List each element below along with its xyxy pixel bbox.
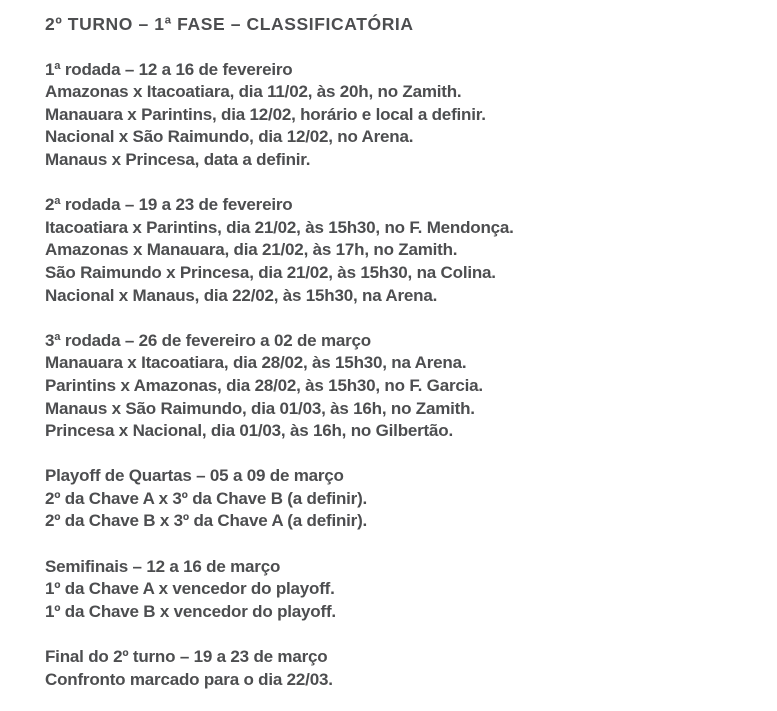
section-heading: Final do 2º turno – 19 a 23 de março (45, 647, 328, 667)
match-line: Nacional x Manaus, dia 22/02, às 15h30, na Arena. (45, 285, 438, 305)
match-line: 1º da Chave A x vencedor do playoff. (45, 579, 335, 599)
match-line: Itacoatiara x Parintins, dia 21/02, às 15h30, no F. Mendonça. (45, 217, 514, 237)
section-heading: 1ª rodada – 12 a 16 de fevereiro (45, 59, 293, 79)
match-line: Manauara x Itacoatiara, dia 28/02, às 15h30, na Arena. (45, 353, 467, 373)
section-round-2 (45, 194, 747, 307)
section-heading: 2ª rodada – 19 a 23 de fevereiro (45, 195, 293, 215)
match-line: Manaus x São Raimundo, dia 01/03, às 16h, no Zamith. (45, 398, 475, 418)
match-line: 2º da Chave B x 3º da Chave A (a definir). (45, 511, 368, 531)
section-heading: Playoff de Quartas – 05 a 09 de março (45, 466, 344, 486)
section-semifinais (45, 556, 747, 624)
section-round-1 (45, 59, 747, 172)
match-line: Manauara x Parintins, dia 12/02, horário e local a definir. (45, 104, 486, 124)
match-line: Confronto marcado para o dia 22/03. (45, 669, 333, 689)
section-heading: Semifinais – 12 a 16 de março (45, 556, 281, 576)
match-line: 1º da Chave B x vencedor do playoff. (45, 601, 336, 621)
match-line: São Raimundo x Princesa, dia 21/02, às 15h30, na Colina. (45, 262, 496, 282)
match-line: 2º da Chave A x 3º da Chave B (a definir). (45, 488, 368, 508)
match-line: Amazonas x Itacoatiara, dia 11/02, às 20h, no Zamith. (45, 82, 462, 102)
section-round-3 (45, 330, 747, 443)
match-line: Amazonas x Manauara, dia 21/02, às 17h, no Zamith. (45, 240, 458, 260)
match-line: Nacional x São Raimundo, dia 12/02, no Arena. (45, 127, 414, 147)
match-line: Manaus x Princesa, data a definir. (45, 149, 311, 169)
page-title: 2º TURNO – 1ª FASE – CLASSIFICATÓRIA (45, 14, 414, 34)
match-line: Parintins x Amazonas, dia 28/02, às 15h30, no F. Garcia. (45, 375, 483, 395)
section-final (45, 646, 747, 691)
section-playoff-quartas (45, 465, 747, 533)
match-line: Princesa x Nacional, dia 01/03, às 16h, no Gilbertão. (45, 421, 453, 441)
section-heading: 3ª rodada – 26 de fevereiro a 02 de março (45, 330, 371, 350)
